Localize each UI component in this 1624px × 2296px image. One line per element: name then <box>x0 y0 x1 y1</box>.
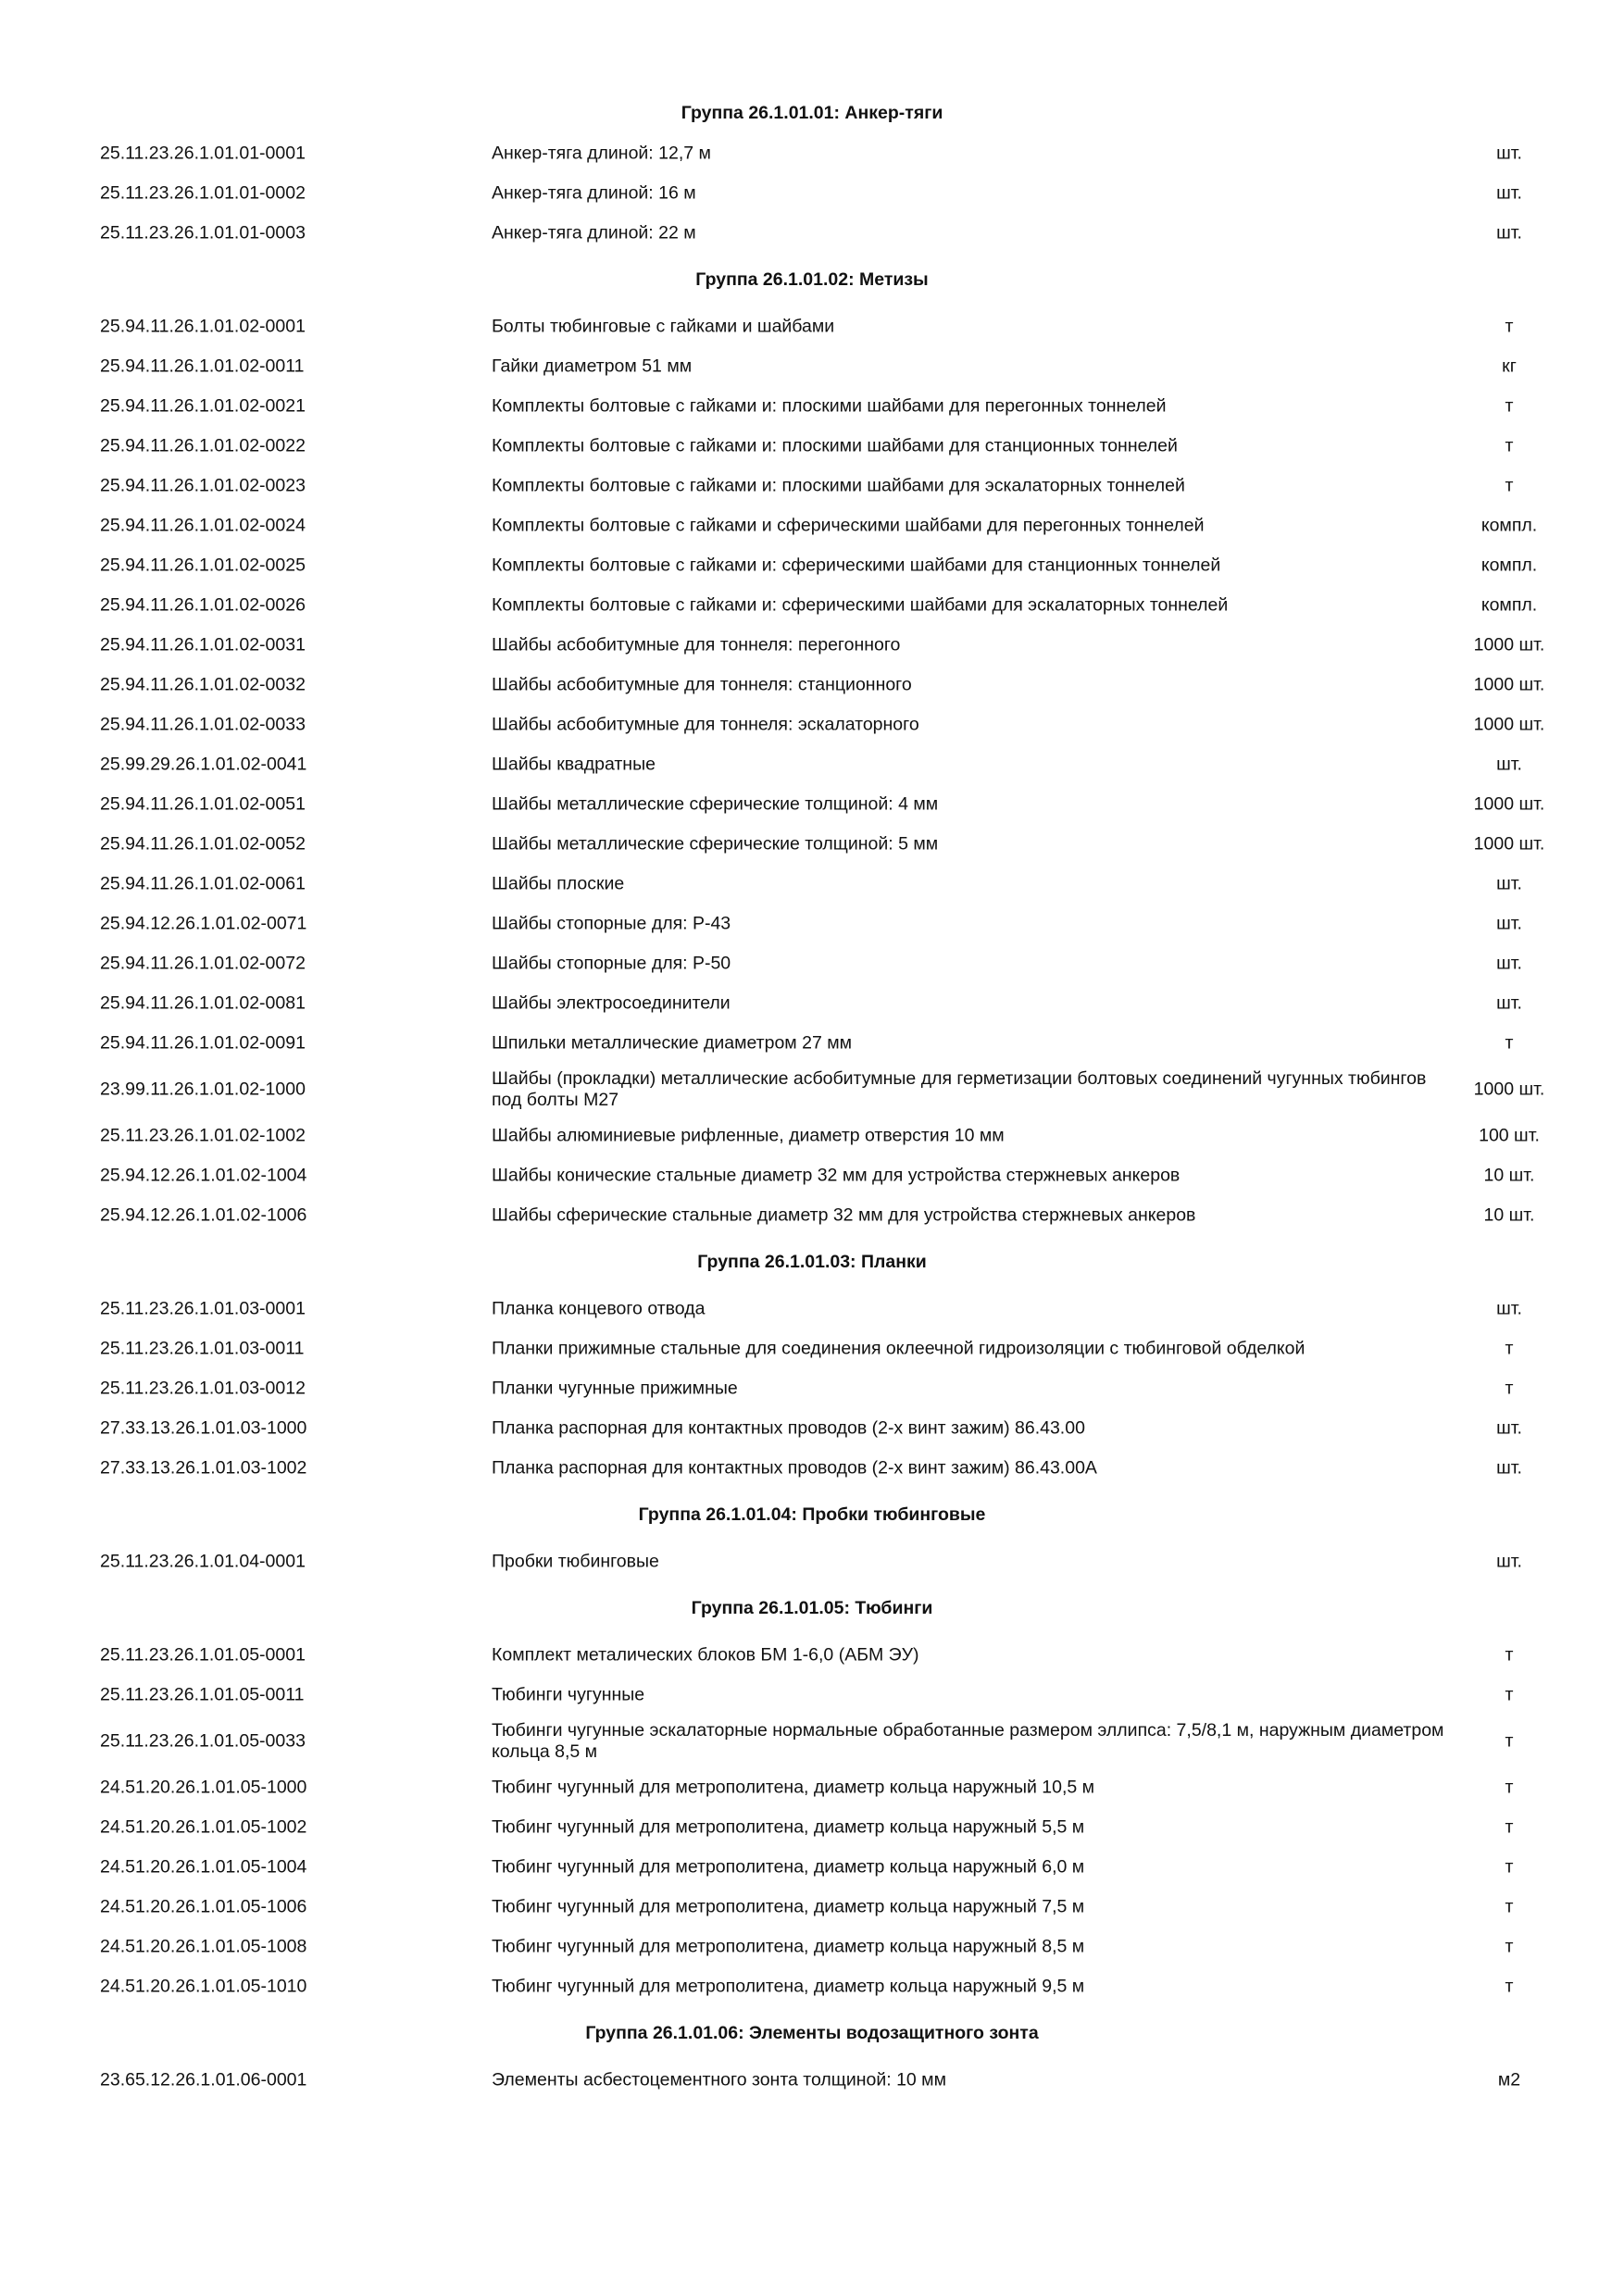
resource-name: Тюбинг чугунный для метрополитена, диаметр кольца наружный 6,0 м <box>492 1856 1085 1877</box>
table-row <box>0 173 1624 213</box>
resource-code: 24.51.20.26.1.01.05-1006 <box>100 1896 307 1916</box>
resource-name: Пробки тюбинговые <box>492 1551 659 1571</box>
unit-of-measure: компл. <box>1480 594 1538 615</box>
resource-code: 23.99.11.26.1.01.02-1000 <box>100 1079 306 1099</box>
table-row <box>0 1329 1624 1368</box>
unit-of-measure: шт. <box>1496 222 1522 243</box>
table-row <box>0 213 1624 253</box>
table-row <box>0 1116 1624 1155</box>
unit-of-measure: т <box>1505 1936 1514 1956</box>
unit-of-measure: т <box>1505 1644 1514 1665</box>
unit-of-measure: шт. <box>1496 143 1522 163</box>
table-row <box>0 466 1624 505</box>
unit-of-measure: 10 шт. <box>1483 1165 1535 1185</box>
unit-of-measure: т <box>1505 316 1514 336</box>
unit-of-measure: т <box>1505 1976 1514 1996</box>
resource-code: 24.51.20.26.1.01.05-1002 <box>100 1816 307 1837</box>
unit-of-measure: т <box>1505 1378 1514 1398</box>
table-row <box>0 1887 1624 1927</box>
resource-code: 25.94.12.26.1.01.02-0071 <box>100 913 307 933</box>
unit-of-measure: т <box>1505 1896 1514 1916</box>
unit-of-measure: шт. <box>1496 1551 1522 1571</box>
resource-name: Тюбинг чугунный для метрополитена, диаметр кольца наружный 10,5 м <box>492 1777 1095 1797</box>
resource-code: 25.11.23.26.1.01.04-0001 <box>100 1551 306 1571</box>
resource-name: Шайбы конические стальные диаметр 32 мм для устройства стержневых анкеров <box>492 1165 1181 1185</box>
resource-name: Тюбинги чугунные <box>492 1684 645 1704</box>
table-row <box>0 943 1624 983</box>
unit-of-measure: т <box>1505 435 1514 455</box>
resource-code: 25.94.11.26.1.01.02-0024 <box>100 515 306 535</box>
resource-code: 25.94.11.26.1.01.02-0033 <box>100 714 306 734</box>
unit-of-measure: шт. <box>1496 754 1522 774</box>
table-row <box>0 904 1624 943</box>
table-row <box>0 1927 1624 1966</box>
table-row <box>0 1635 1624 1675</box>
resource-name: Комплекты болтовые с гайками и: сферическими шайбами для станционных тоннелей <box>492 555 1221 575</box>
table-row <box>0 705 1624 744</box>
resource-name: Шайбы асбобитумные для тоннеля: перегонного <box>492 634 901 655</box>
resource-name: Шайбы плоские <box>492 873 625 893</box>
resource-code: 25.94.11.26.1.01.02-0091 <box>100 1032 306 1053</box>
group-section <box>0 1581 1624 2006</box>
unit-of-measure: т <box>1505 395 1514 416</box>
resource-name: Шайбы электросоединители <box>492 992 731 1013</box>
unit-of-measure: т <box>1505 1338 1514 1358</box>
table-row <box>0 1155 1624 1195</box>
resource-name: Планка концевого отвода <box>492 1298 706 1318</box>
resource-code: 25.94.11.26.1.01.02-0022 <box>100 435 306 455</box>
group-heading: Группа 26.1.01.04: Пробки тюбинговые <box>638 1504 986 1525</box>
unit-of-measure: т <box>1505 475 1514 495</box>
table-row <box>0 1966 1624 2006</box>
resource-code: 25.11.23.26.1.01.01-0003 <box>100 222 306 243</box>
resource-code: 23.65.12.26.1.01.06-0001 <box>100 2069 307 2090</box>
table-row <box>0 625 1624 665</box>
unit-of-measure: шт. <box>1496 992 1522 1013</box>
unit-of-measure: шт. <box>1496 1298 1522 1318</box>
table-row <box>0 1368 1624 1408</box>
resource-name: Элементы асбестоцементного зонта толщиной: 10 мм <box>492 2069 946 2090</box>
group-section <box>0 1488 1624 1581</box>
resource-code: 25.94.11.26.1.01.02-0011 <box>100 356 305 376</box>
resource-name: Тюбинг чугунный для метрополитена, диаметр кольца наружный 5,5 м <box>492 1816 1085 1837</box>
resource-name: Тюбинг чугунный для метрополитена, диаметр кольца наружный 9,5 м <box>492 1976 1085 1996</box>
resource-name: Анкер-тяга длиной: 12,7 м <box>492 143 711 163</box>
resource-code: 25.94.11.26.1.01.02-0025 <box>100 555 306 575</box>
group-heading: Группа 26.1.01.05: Тюбинги <box>691 1598 933 1618</box>
table-row <box>0 665 1624 705</box>
resource-name: Планки чугунные прижимные <box>492 1378 738 1398</box>
resource-code: 25.94.11.26.1.01.02-0052 <box>100 833 306 854</box>
resource-code: 25.94.11.26.1.01.02-0026 <box>100 594 306 615</box>
unit-of-measure: м2 <box>1497 2069 1521 2090</box>
unit-of-measure: 1000 шт. <box>1473 1079 1545 1099</box>
unit-of-measure: шт. <box>1496 1457 1522 1478</box>
resource-code: 25.11.23.26.1.01.03-0011 <box>100 1338 305 1358</box>
resource-name: Шайбы (прокладки) металлические асбобитумные для герметизации болтовых соединений чугунных тюбингов под болты М27 <box>492 1067 1427 1110</box>
table-row <box>0 744 1624 784</box>
resource-name: Планка распорная для контактных проводов (2-х винт зажим) 86.43.00А <box>492 1457 1097 1478</box>
resource-name: Анкер-тяга длиной: 22 м <box>492 222 696 243</box>
resource-code: 25.11.23.26.1.01.05-0033 <box>100 1730 306 1751</box>
unit-of-measure: т <box>1505 1777 1514 1797</box>
table-row <box>0 784 1624 824</box>
resource-name: Комплект металических блоков БМ 1-6,0 (АБМ ЭУ) <box>492 1644 919 1665</box>
resource-code: 25.11.23.26.1.01.03-0001 <box>100 1298 306 1318</box>
resource-name: Шайбы асбобитумные для тоннеля: эскалаторного <box>492 714 919 734</box>
unit-of-measure: 10 шт. <box>1483 1204 1535 1225</box>
resource-code: 25.11.23.26.1.01.05-0011 <box>100 1684 305 1704</box>
table-row <box>0 545 1624 585</box>
resource-name: Анкер-тяга длиной: 16 м <box>492 182 696 203</box>
table-row <box>0 306 1624 346</box>
resource-name: Тюбинг чугунный для метрополитена, диаметр кольца наружный 8,5 м <box>492 1936 1085 1956</box>
unit-of-measure: 1000 шт. <box>1473 714 1545 734</box>
resource-code: 25.11.23.26.1.01.02-1002 <box>100 1125 306 1145</box>
resource-code: 25.94.11.26.1.01.02-0021 <box>100 395 306 416</box>
resource-code: 27.33.13.26.1.01.03-1000 <box>100 1417 307 1438</box>
resource-name: Шайбы металлические сферические толщиной: 4 мм <box>492 793 939 814</box>
unit-of-measure: шт. <box>1496 182 1522 203</box>
table-row <box>0 1675 1624 1715</box>
table-row <box>0 1541 1624 1581</box>
unit-of-measure: т <box>1505 1730 1514 1751</box>
resource-code: 24.51.20.26.1.01.05-1000 <box>100 1777 307 1797</box>
table-row <box>0 1408 1624 1448</box>
resource-code: 25.94.11.26.1.01.02-0001 <box>100 316 306 336</box>
group-section <box>0 2006 1624 2100</box>
resource-name: Планки прижимные стальные для соединения оклеечной гидроизоляции с тюбинговой обделкой <box>492 1338 1305 1358</box>
resource-name: Шайбы металлические сферические толщиной: 5 мм <box>492 833 939 854</box>
resource-code: 27.33.13.26.1.01.03-1002 <box>100 1457 307 1478</box>
unit-of-measure: т <box>1505 1032 1514 1053</box>
group-section <box>0 253 1624 1235</box>
unit-of-measure: шт. <box>1496 1417 1522 1438</box>
resource-code: 24.51.20.26.1.01.05-1008 <box>100 1936 307 1956</box>
resource-code: 25.94.12.26.1.01.02-1004 <box>100 1165 307 1185</box>
table-row <box>0 585 1624 625</box>
table-row <box>0 1195 1624 1235</box>
unit-of-measure: шт. <box>1496 873 1522 893</box>
table-row <box>0 1289 1624 1329</box>
resource-code: 24.51.20.26.1.01.05-1010 <box>100 1976 307 1996</box>
table-row <box>0 346 1624 386</box>
resource-name: Шайбы алюминиевые рифленные, диаметр отверстия 10 мм <box>492 1125 1005 1145</box>
unit-of-measure: компл. <box>1480 515 1538 535</box>
group-heading: Группа 26.1.01.02: Метизы <box>695 269 929 290</box>
table-row <box>0 386 1624 426</box>
unit-of-measure: 1000 шт. <box>1473 833 1545 854</box>
table-row <box>0 1767 1624 1807</box>
unit-of-measure: 1000 шт. <box>1473 793 1545 814</box>
resource-name: Комплекты болтовые с гайками и: плоскими шайбами для станционных тоннелей <box>492 435 1178 455</box>
table-row <box>0 505 1624 545</box>
resource-code: 25.11.23.26.1.01.01-0002 <box>100 182 306 203</box>
table-row <box>0 1847 1624 1887</box>
table-row <box>0 864 1624 904</box>
resource-code: 25.11.23.26.1.01.03-0012 <box>100 1378 306 1398</box>
resource-code: 25.11.23.26.1.01.05-0001 <box>100 1644 306 1665</box>
resource-name: Комплекты болтовые с гайками и: сферическими шайбами для эскалаторных тоннелей <box>492 594 1229 615</box>
unit-of-measure: т <box>1505 1684 1514 1704</box>
unit-of-measure: 100 шт. <box>1479 1125 1540 1145</box>
unit-of-measure: т <box>1505 1856 1514 1877</box>
resource-code: 25.11.23.26.1.01.01-0001 <box>100 143 306 163</box>
resource-name: Шайбы квадратные <box>492 754 656 774</box>
unit-of-measure: шт. <box>1496 913 1522 933</box>
unit-of-measure: 1000 шт. <box>1473 674 1545 694</box>
resource-code: 24.51.20.26.1.01.05-1004 <box>100 1856 307 1877</box>
resource-code: 25.94.12.26.1.01.02-1006 <box>100 1204 307 1225</box>
unit-of-measure: т <box>1505 1816 1514 1837</box>
resource-name: Шайбы стопорные для: Р-50 <box>492 953 731 973</box>
table-row <box>0 1715 1624 1767</box>
group-heading: Группа 26.1.01.06: Элементы водозащитного зонта <box>585 2023 1039 2043</box>
resource-name: Шайбы асбобитумные для тоннеля: станционного <box>492 674 912 694</box>
resource-name: Шайбы сферические стальные диаметр 32 мм для устройства стержневых анкеров <box>492 1204 1196 1225</box>
table-row <box>0 133 1624 173</box>
resource-name: Комплекты болтовые с гайками и: плоскими шайбами для перегонных тоннелей <box>492 395 1167 416</box>
document-page <box>0 93 1624 2100</box>
resource-name: Планка распорная для контактных проводов (2-х винт зажим) 86.43.00 <box>492 1417 1085 1438</box>
group-section <box>0 93 1624 253</box>
unit-of-measure: шт. <box>1496 953 1522 973</box>
table-row <box>0 983 1624 1023</box>
unit-of-measure: 1000 шт. <box>1473 634 1545 655</box>
resource-name: Гайки диаметром 51 мм <box>492 356 693 376</box>
resource-name: Тюбинги чугунные эскалаторные нормальные обработанные размером эллипса: 7,5/8,1 м, наружным диаметром кольца 8,5 м <box>492 1719 1444 1762</box>
resource-name: Болты тюбинговые с гайками и шайбами <box>492 316 835 336</box>
resource-name: Шпильки металлические диаметром 27 мм <box>492 1032 853 1053</box>
resource-code: 25.94.11.26.1.01.02-0031 <box>100 634 306 655</box>
resource-code: 25.94.11.26.1.01.02-0032 <box>100 674 306 694</box>
resource-code: 25.94.11.26.1.01.02-0023 <box>100 475 306 495</box>
resource-name: Комплекты болтовые с гайками и: плоскими шайбами для эскалаторных тоннелей <box>492 475 1185 495</box>
table-row <box>0 1807 1624 1847</box>
resource-name: Комплекты болтовые с гайками и сферическими шайбами для перегонных тоннелей <box>492 515 1205 535</box>
table-row <box>0 1023 1624 1063</box>
resource-code: 25.94.11.26.1.01.02-0081 <box>100 992 306 1013</box>
table-row <box>0 426 1624 466</box>
resource-code: 25.94.11.26.1.01.02-0051 <box>100 793 306 814</box>
group-section <box>0 1235 1624 1488</box>
group-heading: Группа 26.1.01.01: Анкер-тяги <box>681 103 943 123</box>
table-row <box>0 1448 1624 1488</box>
unit-of-measure: кг <box>1502 356 1517 376</box>
table-row <box>0 2060 1624 2100</box>
resource-code: 25.94.11.26.1.01.02-0072 <box>100 953 306 973</box>
resource-name: Тюбинг чугунный для метрополитена, диаметр кольца наружный 7,5 м <box>492 1896 1085 1916</box>
unit-of-measure: компл. <box>1480 555 1538 575</box>
resource-code: 25.94.11.26.1.01.02-0061 <box>100 873 306 893</box>
group-heading: Группа 26.1.01.03: Планки <box>697 1252 927 1272</box>
table-row <box>0 824 1624 864</box>
table-row <box>0 1063 1624 1116</box>
resource-code: 25.99.29.26.1.01.02-0041 <box>100 754 307 774</box>
resource-name: Шайбы стопорные для: Р-43 <box>492 913 731 933</box>
